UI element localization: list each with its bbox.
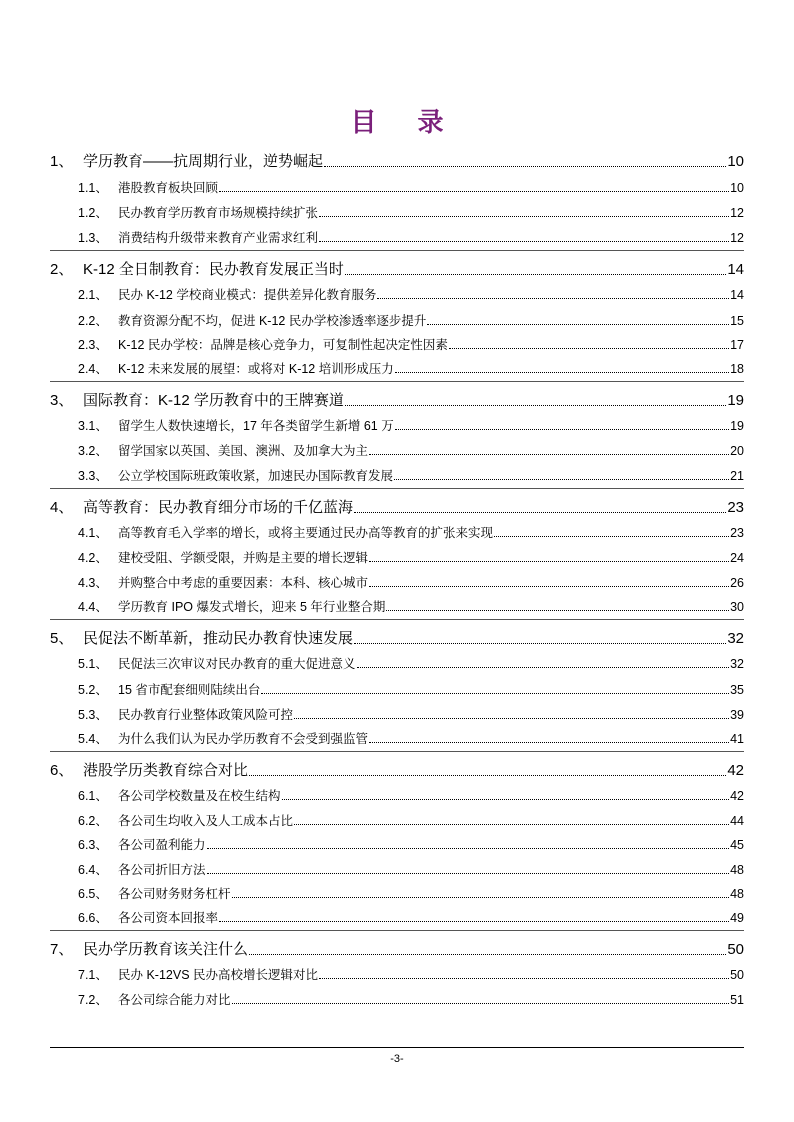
toc-entry-title: 高等教育毛入学率的增长，或将主要通过民办高等教育的扩张来实现 xyxy=(118,526,494,540)
toc-entry-number: 3.2、 xyxy=(78,444,108,458)
toc-section-entry[interactable] xyxy=(78,811,744,829)
toc-entry-number: 7、 xyxy=(50,941,74,958)
toc-chapter-entry[interactable] xyxy=(50,496,744,517)
toc-entry-page: 48 xyxy=(730,863,744,877)
toc-entry-number: 6.2、 xyxy=(78,814,108,828)
toc-section-entry[interactable] xyxy=(78,884,744,902)
toc-entry-title: K-12 全日制教育：民办教育发展正当时 xyxy=(83,261,344,278)
toc-chapter-entry[interactable] xyxy=(50,150,744,171)
dot-leader xyxy=(207,873,729,874)
dot-leader xyxy=(345,274,726,275)
section-divider xyxy=(50,619,744,620)
dot-leader xyxy=(449,348,729,349)
toc-entry-page: 20 xyxy=(730,444,744,458)
toc-entry-number: 3、 xyxy=(50,392,74,409)
toc-entry-title: 高等教育：民办教育细分市场的千亿蓝海 xyxy=(83,499,354,516)
toc-entry-page: 14 xyxy=(727,261,744,278)
dot-leader xyxy=(369,454,729,455)
toc-section-entry[interactable] xyxy=(78,680,744,698)
toc-chapter-entry[interactable] xyxy=(50,759,744,780)
toc-section-entry[interactable] xyxy=(78,203,744,221)
toc-entry-title: 为什么我们认为民办学历教育不会受到强监管 xyxy=(118,732,369,746)
toc-section-entry[interactable] xyxy=(78,908,744,926)
toc-entry-title: 留学生人数快速增长，17 年各类留学生新增 61 万 xyxy=(118,419,394,433)
toc-entry-title: 建校受阻、学额受限，并购是主要的增长逻辑 xyxy=(118,551,369,565)
toc-entry-page: 10 xyxy=(730,181,744,195)
toc-entry-title: 民促法不断革新，推动民办教育快速发展 xyxy=(83,630,354,647)
section-divider xyxy=(50,488,744,489)
toc-entry-number: 2.4、 xyxy=(78,362,108,376)
toc-chapter-entry[interactable] xyxy=(50,389,744,410)
dot-leader xyxy=(319,216,729,217)
toc-entry-number: 1.1、 xyxy=(78,181,108,195)
toc-entry-number: 5.4、 xyxy=(78,732,108,746)
toc-entry-number: 3.1、 xyxy=(78,419,108,433)
dot-leader xyxy=(494,536,729,537)
toc-entry-page: 45 xyxy=(730,838,744,852)
toc-entry-number: 6.4、 xyxy=(78,863,108,877)
toc-entry-number: 4、 xyxy=(50,499,74,516)
toc-section-entry[interactable] xyxy=(78,416,744,434)
toc-section-entry[interactable] xyxy=(78,597,744,615)
toc-entry-title: 国际教育：K-12 学历教育中的王牌赛道 xyxy=(83,392,344,409)
dot-leader xyxy=(395,429,729,430)
toc-entry-page: 26 xyxy=(730,576,744,590)
section-divider xyxy=(50,751,744,752)
toc-entry-number: 6.3、 xyxy=(78,838,108,852)
dot-leader xyxy=(219,921,729,922)
toc-entry-title: 民促法三次审议对民办教育的重大促进意义 xyxy=(118,657,356,671)
toc-entry-title: K-12 民办学校：品牌是核心竞争力，可复制性起决定性因素 xyxy=(118,338,448,352)
dot-leader xyxy=(282,799,729,800)
dot-leader xyxy=(207,848,729,849)
toc-entry-title: 教育资源分配不均，促进 K-12 民办学校渗透率逐步提升 xyxy=(118,314,427,328)
toc-entry-page: 50 xyxy=(730,968,744,982)
toc-entry-title: 各公司资本回报率 xyxy=(118,911,219,925)
section-divider xyxy=(50,381,744,382)
dot-leader xyxy=(357,667,729,668)
dot-leader xyxy=(377,298,729,299)
toc-entry-page: 41 xyxy=(730,732,744,746)
toc-entry-title: 民办 K-12VS 民办高校增长逻辑对比 xyxy=(118,968,319,982)
toc-entry-page: 35 xyxy=(730,683,744,697)
dot-leader xyxy=(369,561,729,562)
toc-entry-title: 港股教育板块回顾 xyxy=(118,181,219,195)
toc-entry-page: 19 xyxy=(727,392,744,409)
toc-entry-number: 1.2、 xyxy=(78,206,108,220)
dot-leader xyxy=(395,372,729,373)
toc-entry-title: 公立学校国际班政策收紧，加速民办国际教育发展 xyxy=(118,469,394,483)
toc-section-entry[interactable] xyxy=(78,441,744,459)
dot-leader xyxy=(219,191,729,192)
toc-entry-title: 民办教育行业整体政策风险可控 xyxy=(118,708,294,722)
toc-section-entry[interactable] xyxy=(78,573,744,591)
toc-section-entry[interactable] xyxy=(78,548,744,566)
toc-section-entry[interactable] xyxy=(78,990,744,1008)
toc-entry-number: 6.1、 xyxy=(78,789,108,803)
toc-entry-title: 15 省市配套细则陆续出台 xyxy=(118,683,261,697)
dot-leader xyxy=(394,479,729,480)
page-title: 目 录 xyxy=(350,108,460,138)
toc-entry-page: 12 xyxy=(730,231,744,245)
toc-entry-number: 5.3、 xyxy=(78,708,108,722)
dot-leader xyxy=(369,742,729,743)
toc-entry-page: 14 xyxy=(730,288,744,302)
section-divider xyxy=(50,930,744,931)
toc-entry-number: 4.3、 xyxy=(78,576,108,590)
toc-entry-number: 2.3、 xyxy=(78,338,108,352)
toc-section-entry[interactable] xyxy=(78,311,744,329)
toc-entry-number: 6、 xyxy=(50,762,74,779)
toc-entry-title: 消费结构升级带来教育产业需求红利 xyxy=(118,231,319,245)
toc-entry-number: 1.3、 xyxy=(78,231,108,245)
toc-entry-page: 39 xyxy=(730,708,744,722)
toc-entry-title: 各公司折旧方法 xyxy=(118,863,206,877)
toc-entry-number: 7.1、 xyxy=(78,968,108,982)
toc-entry-page: 12 xyxy=(730,206,744,220)
dot-leader xyxy=(386,610,729,611)
toc-entry-title: 民办教育学历教育市场规模持续扩张 xyxy=(118,206,319,220)
dot-leader xyxy=(324,166,726,167)
dot-leader xyxy=(369,586,729,587)
toc-entry-number: 6.6、 xyxy=(78,911,108,925)
toc-entry-number: 4.2、 xyxy=(78,551,108,565)
toc-section-entry[interactable] xyxy=(78,178,744,196)
toc-entry-page: 44 xyxy=(730,814,744,828)
toc-section-entry[interactable] xyxy=(78,860,744,878)
toc-section-entry[interactable] xyxy=(78,965,744,983)
toc-entry-title: K-12 未来发展的展望：或将对 K-12 培训形成压力 xyxy=(118,362,394,376)
toc-entry-number: 1、 xyxy=(50,153,74,170)
toc-entry-number: 7.2、 xyxy=(78,993,108,1007)
dot-leader xyxy=(354,512,726,513)
toc-section-entry[interactable] xyxy=(78,729,744,747)
toc-section-entry[interactable] xyxy=(78,466,744,484)
toc-section-entry[interactable] xyxy=(78,359,744,377)
toc-entry-page: 49 xyxy=(730,911,744,925)
toc-entry-number: 3.3、 xyxy=(78,469,108,483)
dot-leader xyxy=(427,324,729,325)
toc-entry-page: 18 xyxy=(730,362,744,376)
toc-section-entry[interactable] xyxy=(78,654,744,672)
toc-entry-page: 10 xyxy=(727,153,744,170)
toc-entry-number: 4.4、 xyxy=(78,600,108,614)
toc-entry-number: 4.1、 xyxy=(78,526,108,540)
toc-entry-title: 留学国家以英国、美国、澳洲、及加拿大为主 xyxy=(118,444,369,458)
toc-entry-title: 各公司生均收入及人工成本占比 xyxy=(118,814,294,828)
toc-section-entry[interactable] xyxy=(78,285,744,303)
toc-entry-page: 23 xyxy=(730,526,744,540)
toc-entry-title: 各公司盈利能力 xyxy=(118,838,206,852)
toc-entry-page: 42 xyxy=(730,789,744,803)
toc-entry-number: 2.2、 xyxy=(78,314,108,328)
dot-leader xyxy=(261,693,729,694)
toc-entry-number: 5.1、 xyxy=(78,657,108,671)
toc-entry-page: 23 xyxy=(727,499,744,516)
toc-entry-page: 51 xyxy=(730,993,744,1007)
toc-entry-title: 学历教育 IPO 爆发式增长，迎来 5 年行业整合期 xyxy=(118,600,386,614)
toc-entry-page: 17 xyxy=(730,338,744,352)
dot-leader xyxy=(232,1003,729,1004)
toc-entry-title: 学历教育——抗周期行业，逆势崛起 xyxy=(83,153,324,170)
toc-chapter-entry[interactable] xyxy=(50,938,744,959)
toc-entry-title: 各公司综合能力对比 xyxy=(118,993,231,1007)
toc-entry-page: 42 xyxy=(727,762,744,779)
toc-entry-page: 32 xyxy=(730,657,744,671)
toc-entry-title: 各公司财务财务杠杆 xyxy=(118,887,231,901)
toc-entry-number: 5、 xyxy=(50,630,74,647)
toc-entry-page: 50 xyxy=(727,941,744,958)
dot-leader xyxy=(249,775,726,776)
toc-entry-page: 30 xyxy=(730,600,744,614)
toc-entry-number: 2、 xyxy=(50,261,74,278)
toc-section-entry[interactable] xyxy=(78,705,744,723)
toc-entry-title: 港股学历类教育综合对比 xyxy=(83,762,249,779)
toc-entry-title: 并购整合中考虑的重要因素：本科、核心城市 xyxy=(118,576,369,590)
toc-entry-page: 32 xyxy=(727,630,744,647)
dot-leader xyxy=(294,718,729,719)
toc-chapter-entry[interactable] xyxy=(50,627,744,648)
toc-entry-page: 21 xyxy=(730,469,744,483)
toc-chapter-entry[interactable] xyxy=(50,258,744,279)
toc-entry-title: 民办学历教育该关注什么 xyxy=(83,941,249,958)
toc-entry-page: 19 xyxy=(730,419,744,433)
dot-leader xyxy=(345,405,726,406)
toc-section-entry[interactable] xyxy=(78,786,744,804)
toc-section-entry[interactable] xyxy=(78,835,744,853)
dot-leader xyxy=(319,978,729,979)
toc-entry-page: 48 xyxy=(730,887,744,901)
toc-section-entry[interactable] xyxy=(78,228,744,246)
toc-section-entry[interactable] xyxy=(78,523,744,541)
toc-entry-number: 6.5、 xyxy=(78,887,108,901)
toc-entry-number: 2.1、 xyxy=(78,288,108,302)
toc-entry-title: 各公司学校数量及在校生结构 xyxy=(118,789,281,803)
footer-divider xyxy=(50,1047,744,1048)
toc-section-entry[interactable] xyxy=(78,335,744,353)
toc-entry-title: 民办 K-12 学校商业模式：提供差异化教育服务 xyxy=(118,288,377,302)
dot-leader xyxy=(232,897,729,898)
toc-entry-page: 15 xyxy=(730,314,744,328)
page-number: -3- xyxy=(390,1053,404,1065)
toc-entry-number: 5.2、 xyxy=(78,683,108,697)
dot-leader xyxy=(249,954,726,955)
dot-leader xyxy=(354,643,726,644)
toc-entry-page: 24 xyxy=(730,551,744,565)
dot-leader xyxy=(294,824,729,825)
section-divider xyxy=(50,250,744,251)
dot-leader xyxy=(319,241,729,242)
